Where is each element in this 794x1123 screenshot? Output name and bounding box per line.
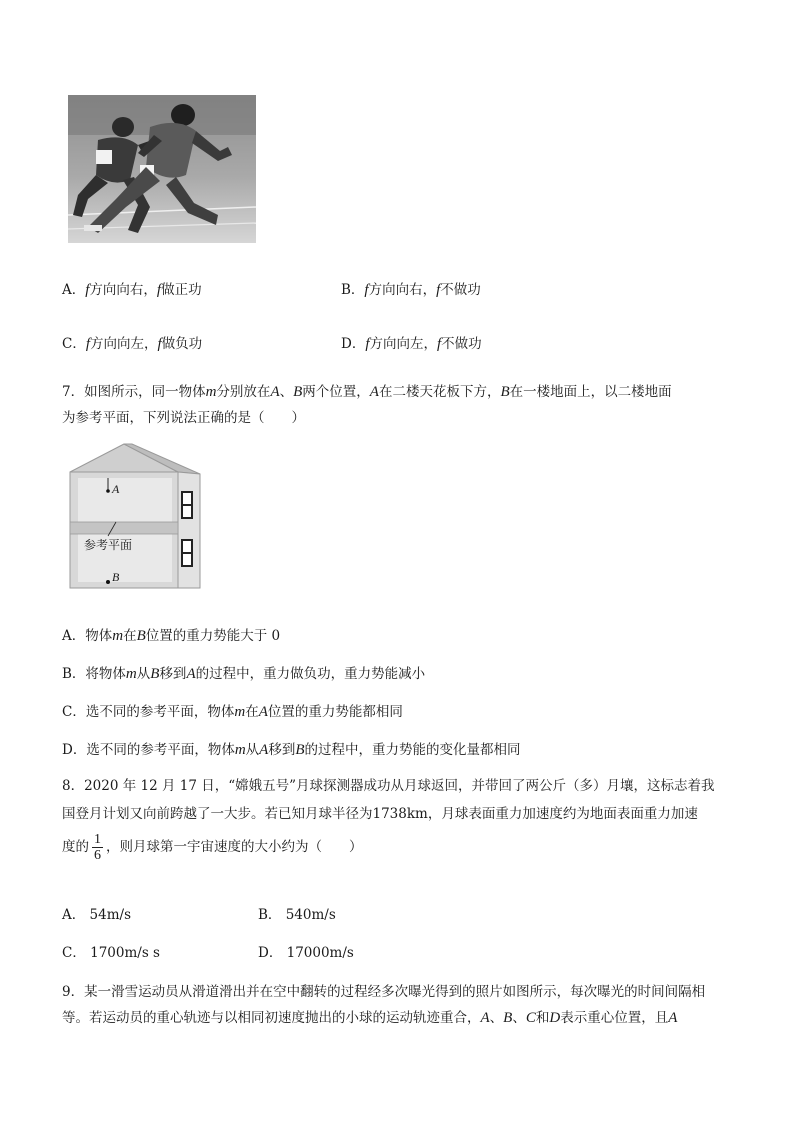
- q8-option-d: D． 17000m/s: [258, 945, 354, 961]
- q6-option-d: D．f方向向左，f不做功: [341, 336, 482, 352]
- fraction-one-sixth: $\frac{1}{6}$: [94, 832, 101, 863]
- q7-stem-line1: 7．如图所示，同一物体m分别放在A、B两个位置，A在二楼天花板下方，B在一楼地面上，以二楼地面: [62, 384, 672, 400]
- q6-option-c: C．f方向向左，f做负功: [62, 336, 203, 352]
- q9-stem-line2: 等。若运动员的重心轨迹与以相同初速度抛出的小球的运动轨迹重合，A、B、C和D表示重心位置，且A: [62, 1010, 678, 1026]
- sprinter-photo: [68, 95, 256, 243]
- q8-stem-line1: 8．2020 年 12 月 17 日，“嫦娥五号”月球探测器成功从月球返回，并带回了两公斤（多）月壤，这标志着我: [62, 778, 715, 794]
- q8-stem-line2: 国登月计划又向前跨越了一大步。若已知月球半径为1738km，月球表面重力加速度约为地面表面重力加速: [62, 806, 698, 822]
- figure-label-b: B: [112, 570, 120, 584]
- q8-option-c: C． 1700m/s s: [62, 945, 160, 961]
- building-figure: [66, 442, 208, 592]
- q6-option-a: A．f方向向右，f做正功: [62, 282, 202, 298]
- q8-option-a: A． 54m/s: [62, 907, 131, 923]
- q7-option-c: C．选不同的参考平面，物体m在A位置的重力势能都相同: [62, 704, 403, 720]
- q9-stem-line1: 9．某一滑雪运动员从滑道滑出并在空中翻转的过程经多次曝光得到的照片如图所示，每次曝光的时间间隔相: [62, 984, 706, 1000]
- q7-option-a: A．物体m在B位置的重力势能大于 0: [62, 628, 281, 644]
- q8-option-b: B． 540m/s: [258, 907, 336, 923]
- q7-option-d: D．选不同的参考平面，物体m从A移到B的过程中，重力势能的变化量都相同: [62, 742, 521, 758]
- figure-label-a: A: [112, 482, 120, 496]
- figure-label-reference-plane: 参考平面: [84, 538, 133, 552]
- q7-option-b: B．将物体m从B移到A的过程中，重力做负功，重力势能减小: [62, 666, 426, 682]
- q8-stem-line3: 度的 $\frac{1}{6}$ ，则月球第一宇宙速度的大小约为（ ）: [62, 832, 363, 863]
- q6-option-b: B．f方向向右，f不做功: [341, 282, 481, 298]
- q7-stem-line2: 为参考平面，下列说法正确的是（ ）: [62, 410, 305, 426]
